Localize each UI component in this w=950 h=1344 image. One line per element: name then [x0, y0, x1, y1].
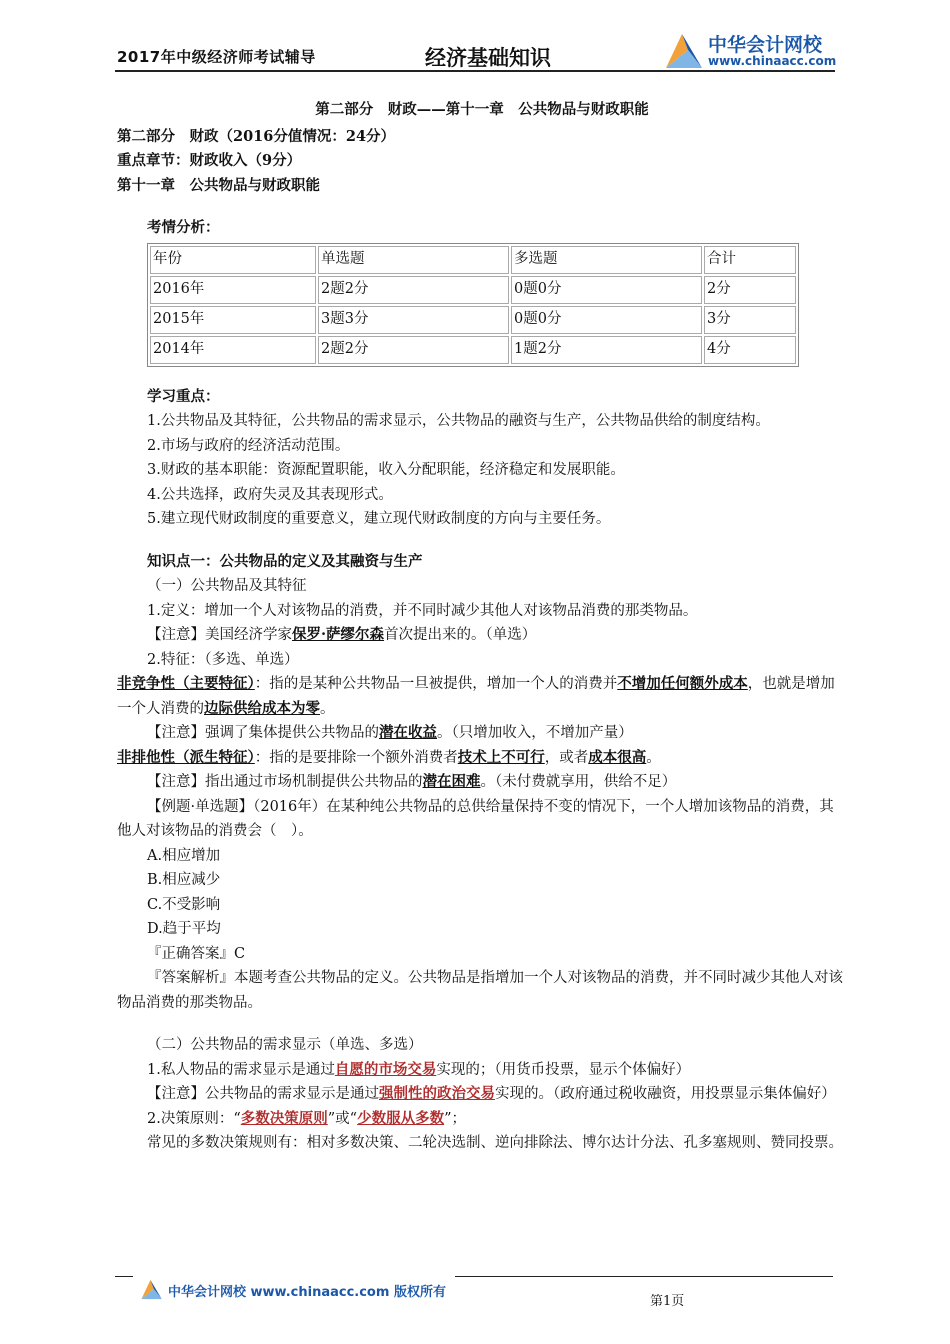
underlined-term: 潜在困难 — [422, 773, 481, 790]
note-samuelson — [117, 623, 847, 648]
part-line: 第二部分 财政（2016分值情况：24分） — [117, 127, 396, 145]
non-rivalry — [117, 672, 847, 721]
non-excludability — [117, 746, 847, 771]
table-header-cell: 合计 — [704, 246, 796, 274]
option: C.不受影响 — [147, 896, 221, 913]
page-number: 第1页 — [650, 1294, 685, 1309]
note-public-goods-demand — [117, 1082, 847, 1107]
footer-divider — [115, 1276, 133, 1277]
text: 实现的；（用货币投票，显示个体偏好） — [436, 1061, 691, 1078]
exam-analysis-table — [147, 243, 799, 367]
text: 2.决策原则：“ — [147, 1110, 241, 1127]
table-cell: 0题0分 — [511, 276, 702, 304]
text: 【注意】美国经济学家 — [147, 627, 292, 643]
logo-url: www.chinaacc.com — [708, 54, 837, 68]
text: ：指的是要排除一个额外消费者 — [254, 749, 458, 766]
table-cell: 2题2分 — [318, 336, 509, 364]
underlined-term: 非竞争性（主要特征） — [117, 675, 255, 692]
chapter-line: 第十一章 公共物品与财政职能 — [117, 176, 320, 194]
table-row — [150, 336, 796, 364]
text: 【注意】公共物品的需求显示是通过 — [147, 1086, 379, 1102]
table-cell: 4分 — [704, 336, 796, 364]
study-item: 5.建立现代财政制度的重要意义，建立现代财政制度的方向与主要任务。 — [147, 511, 611, 527]
table-row — [150, 276, 796, 304]
table-header-cell: 单选题 — [318, 246, 509, 274]
page-title: 第二部分 财政——第十一章 公共物品与财政职能 — [315, 101, 649, 118]
underlined-term: 非排他性（派生特征） — [117, 748, 255, 766]
example-question: 【例题·单选题】（2016年）在某种纯公共物品的总供给量保持不变的情况下，一个人增加该物品的消费，其他人对该物品的消费会（ ）。 — [117, 798, 834, 839]
text: 1.私人物品的需求显示是通过 — [147, 1061, 335, 1078]
underlined-term: 技术上不可行 — [457, 748, 545, 766]
table-cell: 3分 — [704, 306, 796, 334]
features: 2.特征：（多选、单选） — [147, 651, 299, 668]
underlined-term: 边际供给成本为零 — [204, 699, 320, 717]
logo-triangle-icon — [138, 1276, 164, 1302]
logo-name: 中华会计网校 — [708, 34, 823, 56]
study-item: 3.财政的基本职能：资源配置职能，收入分配职能，经济稳定和发展职能。 — [147, 462, 625, 478]
text: 。 — [646, 749, 661, 766]
definition: 1.定义：增加一个人对该物品的消费，并不同时减少其他人对该物品消费的那类物品。 — [147, 602, 698, 619]
study-item: 4.公共选择，政府失灵及其表现形式。 — [147, 486, 393, 503]
voting-rules: 常见的多数决策规则有：相对多数决策、二轮决选制、逆向排除法、博尔达计分法、孔多塞规则、赞同投票。 — [147, 1135, 843, 1151]
private-goods-demand — [117, 1058, 847, 1083]
underlined-term: 不增加任何额外成本 — [617, 675, 748, 692]
text: 。 — [320, 700, 335, 717]
table-cell: 2015年 — [150, 306, 316, 334]
study-item: 1.公共物品及其特征，公共物品的需求显示，公共物品的融资与生产，公共物品供给的制度结构。 — [147, 413, 770, 429]
text: 首次提出来的。（单选） — [384, 627, 537, 643]
note-potential-benefit — [117, 721, 847, 746]
text: 。（只增加收入，不增加产量） — [437, 725, 633, 741]
text: ，或者 — [544, 749, 589, 766]
section-heading: （二）公共物品的需求显示（单选、多选） — [147, 1037, 423, 1053]
text: 【注意】指出通过市场机制提供公共物品的 — [147, 774, 423, 790]
table-cell: 2016年 — [150, 276, 316, 304]
text: ，也就是增加一个人消费的 — [117, 676, 835, 717]
table-cell: 3题3分 — [318, 306, 509, 334]
knowledge-point-1-title: 知识点一：公共物品的定义及其融资与生产 — [147, 552, 423, 570]
option: D.趋于平均 — [147, 921, 221, 937]
logo-triangle-icon — [660, 28, 706, 72]
option: A.相应增加 — [147, 847, 221, 864]
highlighted-term: 自愿的市场交易 — [334, 1060, 437, 1078]
decision-principle — [117, 1107, 847, 1132]
study-item: 2.市场与政府的经济活动范围。 — [147, 437, 350, 454]
study-focus-label: 学习重点： — [147, 387, 220, 405]
key-chapter-line: 重点章节：财政收入（9分） — [117, 152, 302, 169]
header-divider — [115, 70, 835, 72]
text: 【注意】强调了集体提供公共物品的 — [147, 725, 379, 741]
text: 实现的。（政府通过税收融资，用投票显示集体偏好） — [495, 1086, 836, 1102]
table-cell: 0题0分 — [511, 306, 702, 334]
highlighted-term: 强制性的政治交易 — [379, 1085, 495, 1102]
highlighted-term: 多数决策原则 — [240, 1109, 328, 1127]
text: ：指的是某种公共物品一旦被提供，增加一个人的消费并 — [254, 676, 618, 692]
table-row — [150, 306, 796, 334]
text: 。（未付费就享用，供给不足） — [480, 774, 677, 790]
text: ”或“ — [327, 1110, 358, 1127]
table-header-row — [150, 246, 796, 274]
header-exam-title: 2017年中级经济师考试辅导 — [117, 48, 316, 66]
underlined-term: 成本很高 — [588, 748, 647, 766]
table-header-cell: 多选题 — [511, 246, 702, 274]
section-heading: （一）公共物品及其特征 — [147, 578, 307, 594]
table-header-cell: 年份 — [150, 246, 316, 274]
exam-analysis-label: 考情分析： — [147, 219, 220, 236]
header-logo — [660, 26, 840, 76]
note-potential-difficulty — [117, 770, 847, 795]
option: B.相应减少 — [147, 872, 221, 888]
answer-analysis: 『答案解析』本题考查公共物品的定义。公共物品是指增加一个人对该物品的消费，并不同时减少其他人对该物品消费的那类物品。 — [117, 970, 843, 1011]
text: ”； — [444, 1110, 466, 1127]
table-cell: 1题2分 — [511, 336, 702, 364]
header-subject: 经济基础知识 — [425, 45, 551, 70]
correct-answer: 『正确答案』C — [147, 945, 246, 962]
footer-logo — [138, 1276, 448, 1306]
underlined-term: 保罗·萨缪尔森 — [292, 626, 385, 643]
table-cell: 2014年 — [150, 336, 316, 364]
footer-divider — [455, 1276, 833, 1277]
table-cell: 2题2分 — [318, 276, 509, 304]
underlined-term: 潜在收益 — [379, 724, 437, 741]
highlighted-term: 少数服从多数 — [357, 1109, 445, 1127]
document-body — [117, 98, 847, 1156]
table-cell: 2分 — [704, 276, 796, 304]
footer-copyright: 中华会计网校 www.chinaacc.com 版权所有 — [168, 1285, 446, 1300]
